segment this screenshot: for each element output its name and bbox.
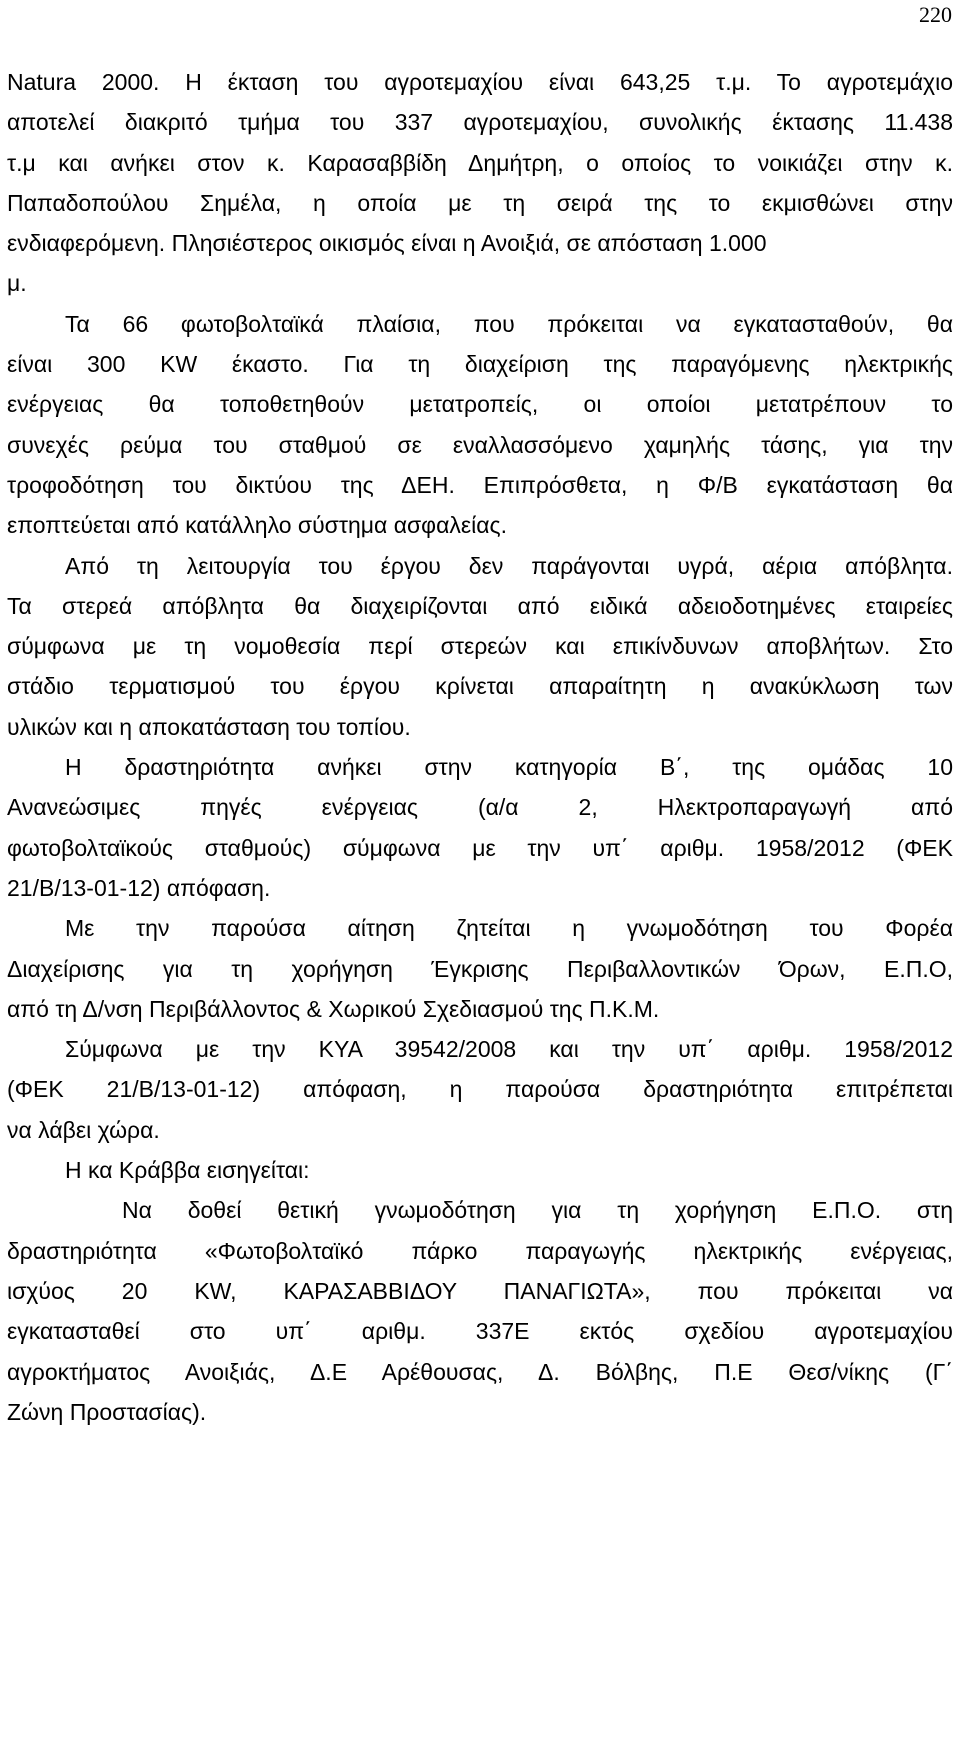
text-line: Από τη λειτουργία του έργου δεν παράγονται υγρά, αέρια απόβλητα. [65,552,953,579]
text-line: εποπτεύεται από κατάλληλο σύστημα ασφαλείας. [7,512,508,539]
text-line: Να δοθεί θετική γνωμοδότηση για τη χορήγηση Ε.Π.Ο. στη [122,1197,953,1224]
text-line: εγκατασταθεί στο υπ΄ αριθμ. 337Ε εκτός σχεδίου αγροτεμαχίου [7,1318,953,1345]
text-line: τροφοδότηση του δικτύου της ΔΕΗ. Επιπρόσθετα, η Φ/Β εγκατάσταση θα [7,471,953,498]
text-line: (ΦΕΚ 21/Β/13-01-12) απόφαση, η παρούσα δραστηριότητα επιτρέπεται [7,1076,953,1103]
text-line: να λάβει χώρα. [7,1116,160,1143]
text-line: είναι 300 KW έκαστο. Για τη διαχείριση της παραγόμενης ηλεκτρικής [7,351,953,378]
page-number: 220 [919,2,952,27]
text-line: ισχύος 20 KW, ΚΑΡΑΣΑΒΒΙΔΟΥ ΠΑΝΑΓΙΩΤΑ», που πρόκειται να [7,1277,953,1304]
text-line: υλικών και η αποκατάσταση του τοπίου. [7,713,411,740]
text-line: δραστηριότητα «Φωτοβολταϊκό πάρκο παραγωγής ηλεκτρικής ενέργειας, [7,1237,953,1264]
text-line: Η δραστηριότητα ανήκει στην κατηγορία Β΄, της ομάδας 10 [65,754,953,781]
text-line: σύμφωνα με τη νομοθεσία περί στερεών και επικίνδυνων αποβλήτων. Στο [7,633,953,660]
text-line: Natura 2000. Η έκταση του αγροτεμαχίου είναι 643,25 τ.μ. Το αγροτεμάχιο [7,69,953,95]
text-line: Ζώνη Προστασίας). [7,1398,207,1425]
text-line: φωτοβολταϊκούς σταθμούς) σύμφωνα με την υπ΄ αριθμ. 1958/2012 (ΦΕΚ [7,834,953,861]
text-line: ενδιαφερόμενη. Πλησιέστερος οικισμός είναι η Ανοιξιά, σε απόσταση 1.000 [7,230,767,257]
text-line: από τη Δ/νση Περιβάλλοντος & Χωρικού Σχεδιασμού της Π.Κ.Μ. [7,995,660,1022]
text-line: ενέργειας θα τοποθετηθούν μετατροπείς, οι οποίοι μετατρέπουν το [7,391,953,418]
text-line: Διαχείρισης για τη χορήγηση Έγκρισης Περιβαλλοντικών Όρων, Ε.Π.Ο, [7,955,953,982]
text-line: αποτελεί διακριτό τμήμα του 337 αγροτεμαχίου, συνολικής έκτασης 11.438 [7,109,953,136]
text-line: αγροκτήματος Ανοιξιάς, Δ.Ε Αρέθουσας, Δ. Βόλβης, Π.Ε Θεσ/νίκης (Γ΄ [7,1358,953,1385]
text-line: τ.μ και ανήκει στον κ. Καρασαββίδη Δημήτρη, ο οποίος το νοικιάζει στην κ. [7,149,953,176]
text-line: μ. [7,270,27,297]
text-line: Με την παρούσα αίτηση ζητείται η γνωμοδότηση του Φορέα [65,915,953,942]
text-line: Παπαδοπούλου Σημέλα, η οποία με τη σειρά της το εκμισθώνει στην [7,189,953,216]
text-line: 21/Β/13-01-12) απόφαση. [7,874,271,901]
text-line: συνεχές ρεύμα του σταθμού σε εναλλασσόμενο χαμηλής τάσης, για την [7,431,953,458]
body-text [7,62,953,1432]
text-line: Ανανεώσιμες πηγές ενέργειας (α/α 2, Ηλεκτροπαραγωγή από [7,794,953,821]
text-line: Η κα Κράββα εισηγείται: [65,1157,310,1184]
text-line: Τα 66 φωτοβολταϊκά πλαίσια, που πρόκειται να εγκατασταθούν, θα [65,310,953,337]
text-line: Τα στερεά απόβλητα θα διαχειρίζονται από ειδικά αδειοδοτημένες εταιρείες [7,592,953,619]
text-line: Σύμφωνα με την ΚΥΑ 39542/2008 και την υπ΄ αριθμ. 1958/2012 [65,1036,953,1063]
text-line: στάδιο τερματισμού του έργου κρίνεται απαραίτητη η ανακύκλωση των [7,673,953,700]
